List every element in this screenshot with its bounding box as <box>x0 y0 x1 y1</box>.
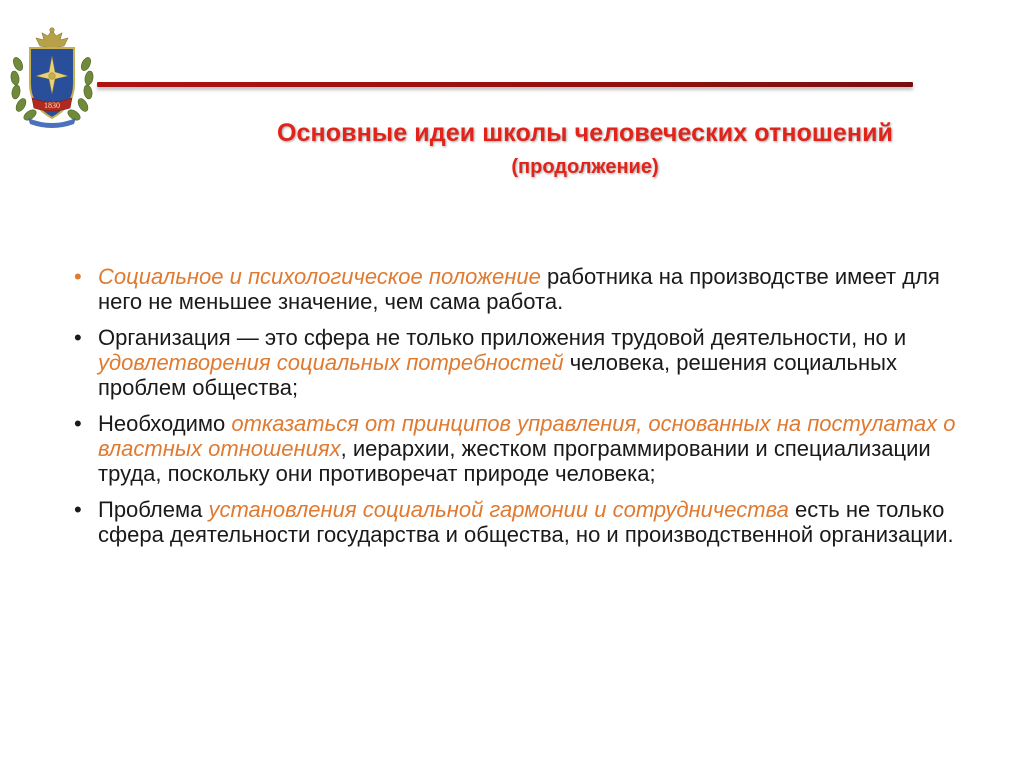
title-subtitle: (продолжение) <box>511 156 659 178</box>
svg-text:1830: 1830 <box>44 101 60 110</box>
bullet-4-highlight: установления социальной гармонии и сотрудничества <box>208 497 789 522</box>
bullet-item-2 <box>72 325 982 400</box>
bullet-3-highlight: отказаться от принципов управления, основанных на постулатах о властных отношениях <box>98 411 956 461</box>
bullet-marker-icon: • <box>74 325 82 350</box>
header-divider <box>97 82 913 87</box>
bullet-1-text: работника на производстве имеет для него не меньшее значение, чем сама работа. <box>98 264 940 314</box>
bullet-4-text-after: есть не только сфера деятельности государства и общества, но и производственной организации. <box>98 497 954 547</box>
bullet-4-text-before: Проблема <box>98 497 209 522</box>
bullet-marker-icon: • <box>74 264 82 289</box>
bullet-1-highlight: Социальное и психологическое положение <box>98 264 541 289</box>
bullet-list <box>72 264 982 558</box>
bullet-2-text-before: Организация — это сфера не только приложения трудовой деятельности, но и <box>98 325 907 350</box>
bullet-2-text-after: человека, решения социальных проблем общества; <box>98 350 897 400</box>
slide-title <box>160 117 1010 181</box>
bullet-marker-icon: • <box>74 411 82 436</box>
bullet-item-4 <box>72 497 982 547</box>
bullet-2-highlight: удовлетворения социальных потребностей <box>98 350 564 375</box>
bullet-item-1 <box>72 264 982 314</box>
bullet-item-3 <box>72 411 982 486</box>
bullet-3-text-before: Необходимо <box>98 411 232 436</box>
bullet-marker-icon: • <box>74 497 82 522</box>
title-main: Основные идеи школы человеческих отношений <box>276 119 894 147</box>
bullet-3-text-after: , иерархии, жестком программировании и специализации труда, поскольку они противоречат природе человека; <box>98 436 931 486</box>
university-emblem-icon <box>6 26 98 132</box>
